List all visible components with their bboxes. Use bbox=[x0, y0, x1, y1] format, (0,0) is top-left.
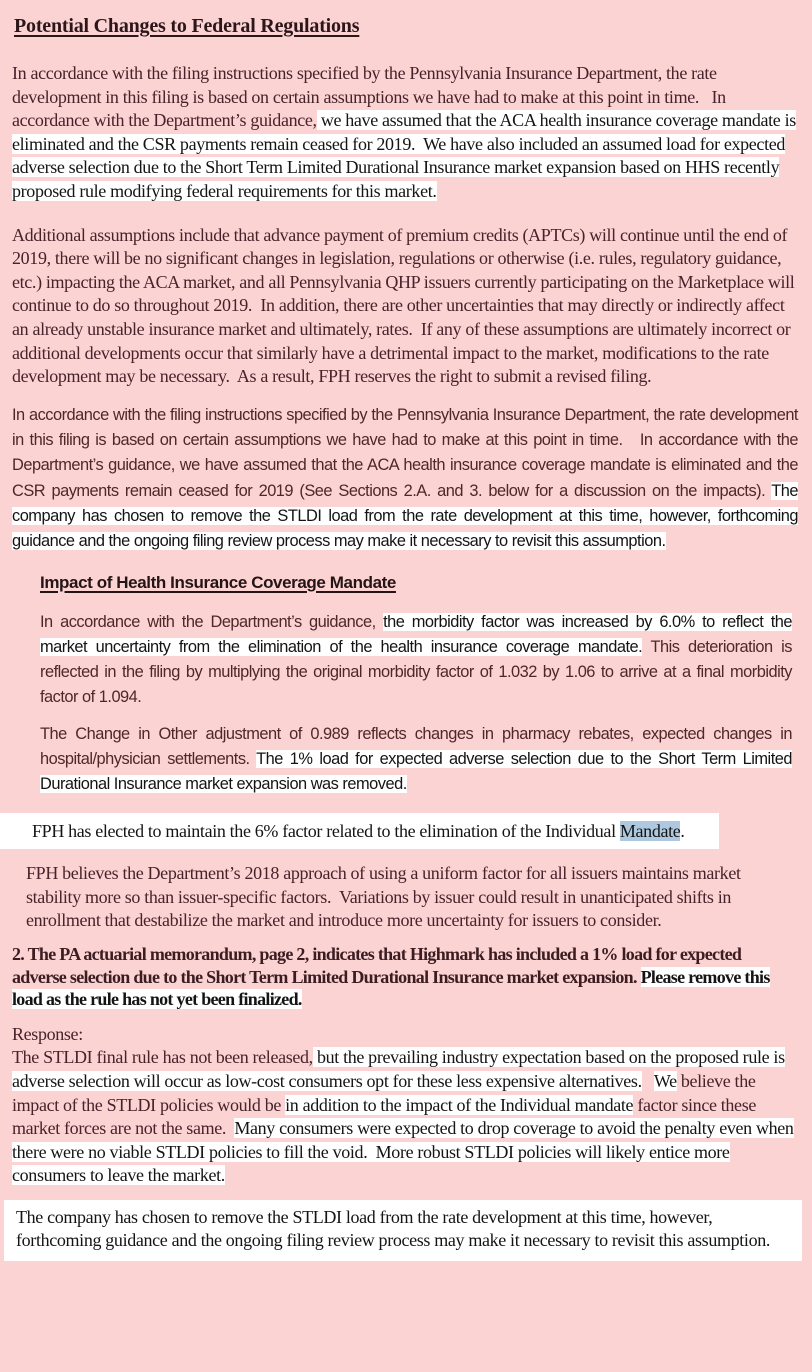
document-page bbox=[12, 14, 798, 1372]
text-run: . bbox=[680, 820, 685, 841]
highlighted-text-run: Please remove this load as the rule has not yet been finalized. bbox=[12, 966, 770, 1010]
highlighted-text-run: the morbidity factor was increased by 6.0% to reflect the market uncertainty from the elimination of the health insurance coverage mandate. bbox=[40, 612, 792, 656]
paragraph-change-in-other bbox=[40, 722, 792, 798]
text-run: The company has chosen to remove the STLDI load from the rate development at this time, however, forthcoming guidance and the ongoing filing review process may make it necessary to revisit this assumption. bbox=[16, 1206, 771, 1251]
highlighted-text-run: We bbox=[653, 1070, 677, 1091]
paragraph-morbidity-factor bbox=[40, 610, 792, 711]
highlighted-text-run: Many consumers were expected to drop coverage to avoid the penalty even when there were no viable STLDI policies to fill the void. More robust STLDI policies will likely entice more consumers to leave the market. bbox=[12, 1118, 794, 1186]
text-run: 2. The PA actuarial memorandum, page 2, indicates that Highmark has included a 1% load for expected adverse selection due to the Short Term Limited Durational Insurance market expansion. bbox=[12, 943, 742, 987]
paragraph-fph-elected-highlighted bbox=[0, 813, 719, 850]
paragraph-fph-believes bbox=[26, 862, 794, 933]
paragraph-company-removed-highlighted bbox=[4, 1200, 802, 1261]
paragraph-question-2 bbox=[12, 943, 798, 1011]
text-run: FPH has elected to maintain the 6% factor related to the elimination of the Individual bbox=[32, 820, 620, 841]
section-heading-impact-of-mandate: Impact of Health Insurance Coverage Mandate bbox=[40, 572, 396, 592]
text-run: The STLDI final rule has not been released, bbox=[12, 1047, 313, 1068]
page-title: Potential Changes to Federal Regulations bbox=[14, 15, 360, 37]
highlighted-text-run: The company has chosen to remove the STLDI load from the rate development at this time, however, forthcoming guidance and the ongoing filing review process may make it necessary to revisit this assumption. bbox=[12, 481, 798, 551]
text-run: FPH believes the Department’s 2018 approach of using a uniform factor for all issuers maintains market stability more so than issuer-specific factors. Variations by issuer could result in unanticipated shifts in enrollment that destabilize the market and introduce more uncertainty for issuers to consider. bbox=[26, 863, 741, 931]
text-run: Additional assumptions include that advance payment of premium credits (APTCs) will continue until the end of 2019, there will be no significant changes in legislation, regulations or otherwise (i.e. rules, regulatory guidance, etc.) impacting the ACA market, and all Pennsylvania QHP issuers currently participating on the Marketplace will continue to do so throughout 2019. In addition, there are other uncertainties that may directly or indirectly affect an already unstable insurance market and ultimately, rates. If any of these assumptions are ultimately incorrect or additional developments occur that similarly have a detrimental impact to the market, modifications to the rate development may be necessary. As a result, FPH reserves the right to submit a revised filing. bbox=[12, 224, 795, 387]
highlighted-text-run: in addition to the impact of the Individual mandate bbox=[285, 1094, 634, 1115]
paragraph-filing-instructions-sans bbox=[12, 403, 798, 555]
search-hit-word: Mandate bbox=[619, 820, 681, 841]
text-run: In accordance with the Department’s guidance, bbox=[40, 612, 384, 631]
text-run: In accordance with the filing instructions specified by the Pennsylvania Insurance Department, the rate development in this filing is based on certain assumptions we have had to make at this point in time. In accordance with the Department’s guidance, we have assumed that the ACA health insurance coverage mandate is eliminated and the CSR payments remain ceased for 2019 (See Sections 2.A. and 3. below for a discussion on the impacts). bbox=[12, 405, 798, 500]
response-label: Response: bbox=[12, 1023, 83, 1044]
text-run: In accordance with the filing instructions specified by the Pennsylvania Insurance Department, the rate development in this filing is based on certain assumptions we have had to make at this point in time. In accordance with the Department’s guidance, bbox=[12, 63, 726, 131]
text-run: This deterioration is reflected in the filing by multiplying the original morbidity factor of 1.032 by 1.06 to arrive at a final morbidity factor of 1.094. bbox=[40, 637, 792, 707]
text-run bbox=[642, 1071, 654, 1091]
highlighted-text-run: we have assumed that the ACA health insurance coverage mandate is eliminated and the CSR payments remain ceased for 2019. We have also included an assumed load for expected adverse selection due to the Short Term Limited Durational Insurance market expansion based on HHS recently proposed rule modifying federal requirements for this market. bbox=[12, 110, 796, 201]
text-run: The Change in Other adjustment of 0.989 reflects changes in pharmacy rebates, expected changes in hospital/physician settlements. bbox=[40, 724, 792, 768]
highlighted-text-run: The 1% load for expected adverse selection due to the Short Term Limited Durational Insurance market expansion was removed. bbox=[40, 749, 792, 794]
text-run: factor since these market forces are not the same. bbox=[12, 1094, 756, 1139]
paragraph-filing-instructions-serif bbox=[12, 62, 798, 204]
paragraph-additional-assumptions bbox=[12, 224, 798, 389]
paragraph-response-body bbox=[12, 1046, 798, 1188]
text-run: believe the impact of the STLDI policies would be bbox=[12, 1070, 756, 1115]
highlighted-text-run: but the prevailing industry expectation based on the proposed rule is adverse selection will occur as low-cost consumers opt for these less expensive alternatives. bbox=[12, 1047, 785, 1091]
